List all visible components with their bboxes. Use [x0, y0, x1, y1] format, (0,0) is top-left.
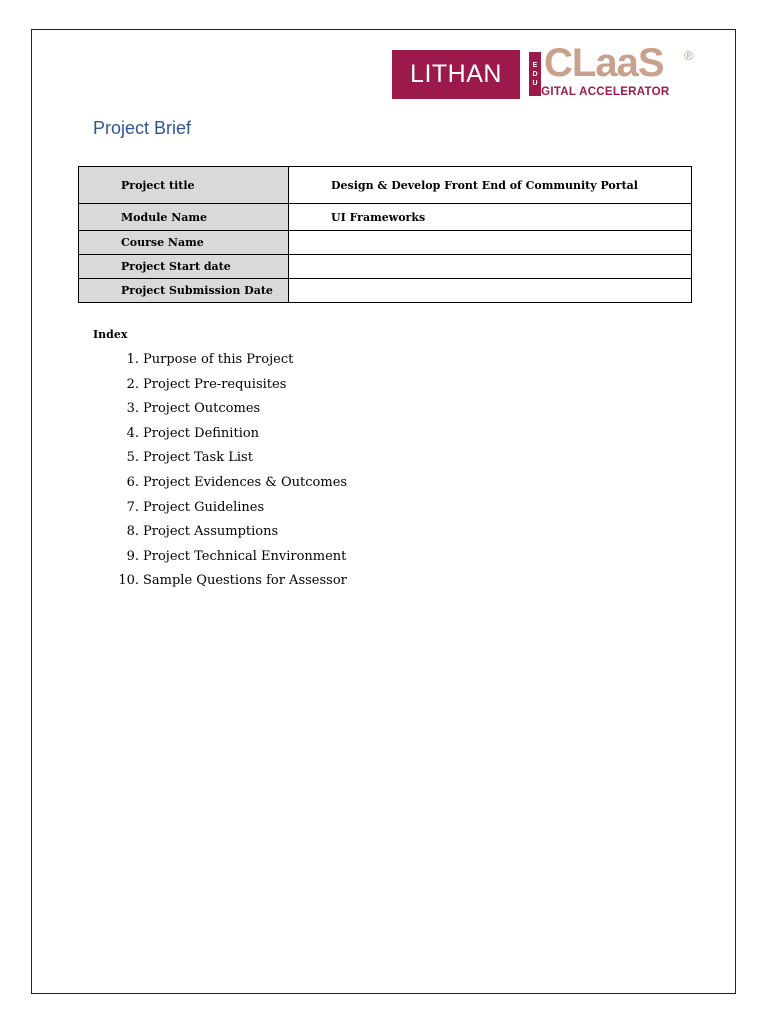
- list-item-text: Sample Questions for Assessor: [143, 573, 347, 589]
- project-info-table: [78, 166, 692, 303]
- table-row: [79, 279, 692, 303]
- lithan-logo-text: LITHAN: [410, 60, 502, 88]
- document-page: [31, 29, 736, 994]
- list-item-number: 6.: [126, 474, 139, 490]
- list-item-number: 5.: [126, 450, 139, 466]
- list-item-number: 3.: [126, 401, 139, 417]
- table-label-cell: Project Submission Date: [79, 279, 289, 303]
- list-item-text: Project Assumptions: [143, 524, 279, 540]
- claas-logo-text: CLaaS: [544, 41, 664, 85]
- table-label-cell: Module Name: [79, 204, 289, 231]
- list-item: [93, 348, 347, 373]
- list-item: [93, 520, 347, 545]
- table-value-cell: UI Frameworks: [289, 204, 692, 231]
- page-title: Project Brief: [93, 118, 192, 138]
- list-item-number: 10.: [118, 573, 139, 589]
- table-row: [79, 255, 692, 279]
- list-item-number: 7.: [126, 499, 139, 515]
- list-item: [93, 397, 347, 422]
- list-item: [93, 446, 347, 471]
- list-item: [93, 471, 347, 496]
- list-item-text: Project Technical Environment: [143, 548, 347, 564]
- index-list: [93, 348, 347, 594]
- list-item: [93, 545, 347, 570]
- list-item-number: 8.: [126, 524, 139, 540]
- table-label-cell: Course Name: [79, 231, 289, 255]
- list-item-text: Purpose of this Project: [143, 352, 294, 367]
- list-item-text: Project Evidences & Outcomes: [143, 474, 348, 490]
- table-row: [79, 231, 692, 255]
- table-value-cell: [289, 279, 692, 303]
- registered-mark: ®: [684, 48, 694, 63]
- list-item-text: Project Outcomes: [143, 401, 261, 417]
- table-row: [79, 167, 692, 204]
- edu-logo-tag: E D U: [529, 52, 541, 96]
- table-value-cell: Design & Develop Front End of Community Portal: [289, 167, 692, 204]
- list-item-text: Project Task List: [143, 450, 253, 466]
- list-item: [93, 422, 347, 447]
- table-value-cell: [289, 231, 692, 255]
- table-label-cell: Project Start date: [79, 255, 289, 279]
- list-item: [93, 569, 347, 594]
- logo-tagline: DIGITAL ACCELERATOR: [529, 86, 670, 98]
- index-heading: Index: [93, 328, 128, 341]
- list-item: [93, 373, 347, 398]
- list-item-text: Project Pre-requisites: [143, 376, 287, 392]
- list-item-number: 2.: [126, 376, 139, 392]
- list-item-number: 9.: [126, 548, 139, 564]
- list-item-number: 4.: [126, 425, 139, 441]
- list-item-text: Project Definition: [143, 425, 260, 441]
- list-item: [93, 496, 347, 521]
- list-item-number: 1.: [126, 352, 139, 367]
- table-value-cell: [289, 255, 692, 279]
- table-row: [79, 204, 692, 231]
- list-item-text: Project Guidelines: [143, 499, 265, 515]
- lithan-logo-box: [392, 50, 520, 99]
- lithan-claas-logo: [392, 41, 702, 100]
- table-label-cell: Project title: [79, 167, 289, 204]
